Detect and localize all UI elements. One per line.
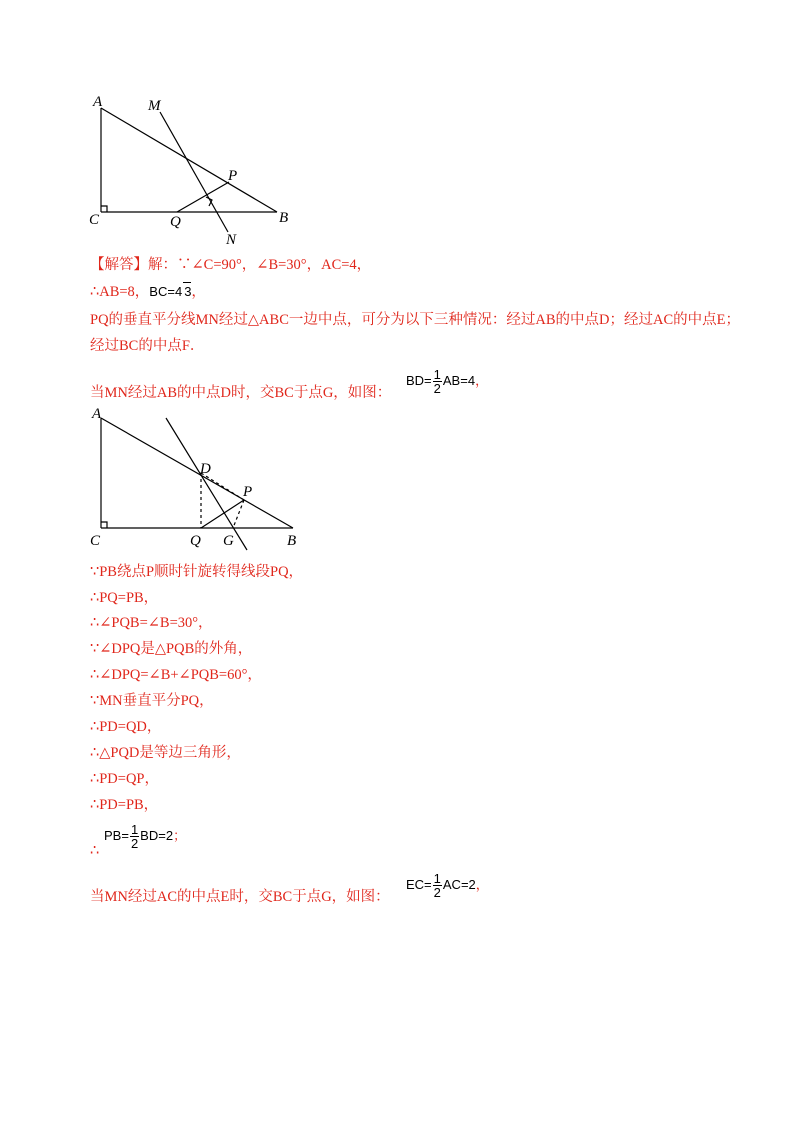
proof-step: ∴△PQD是等边三角形， [90,745,241,761]
sqrt-3: 3 [184,284,192,299]
solution-line-1: 【解答】解：∵∠C=90°，∠B=30°，AC=4， [90,257,372,273]
proof-step: ∵MN垂直平分PQ， [90,693,214,709]
segment-qp [201,500,244,528]
figure-2 [0,0,800,560]
bc-formula: BC=4 3 [149,284,192,299]
label-b: B [287,533,297,549]
case-2-line: 当MN经过AC的中点E时，交BC于点G，如图： [90,889,390,905]
segment-ab [101,418,293,528]
proof-step: ∴PD=QP， [90,771,159,787]
label-p: P [228,168,238,184]
label-p: P [243,484,253,500]
case-2-formula: EC= $\frac{1}{2}$ AC=2， [406,871,489,900]
cases-paragraph: PQ的垂直平分线MN经过△ABC一边中点，可分为以下三种情况：经过AB的中点D；经过AC的中点E；经过BC的中点F． [90,312,740,354]
right-angle-mark-c [101,522,107,528]
label-c: C [89,212,100,228]
proof-step: ∴PD=PB， [90,797,159,813]
label-n: N [226,232,237,248]
proof-step: ∵∠DPQ是△PQB的外角， [90,641,253,657]
proof-step: ∴PD=QD， [90,719,162,735]
conclusion-symbol: ∴ [90,843,100,859]
label-b: B [279,210,289,226]
label-q: Q [190,533,201,549]
line-2-tail: ， [191,284,206,300]
case-1-formula: BD= $\frac{1}{2}$ AB=4， [406,367,489,396]
conclusion-formula: PB= $\frac{1}{2}$ BD=2； [104,822,187,851]
label-q: Q [170,214,181,230]
label-c: C [90,533,101,549]
proof-step: ∵PB绕点P顺时针旋转得线段PQ， [90,564,304,580]
label-m: M [148,98,161,114]
line-mn [166,418,247,550]
label-a: A [92,406,102,422]
label-g: G [223,533,234,549]
proof-step: ∴∠PQB=∠B=30°， [90,615,213,631]
label-a: A [93,94,103,110]
proof-step: ∴PQ=PB， [90,590,159,606]
case-1-text: 当MN经过AB的中点D时，交BC于点G，如图： [90,385,392,401]
line-2-prefix: ∴AB=8， [90,284,150,300]
proof-step: ∴∠DPQ=∠B+∠PQB=60°， [90,667,262,683]
label-d: D [200,461,211,477]
